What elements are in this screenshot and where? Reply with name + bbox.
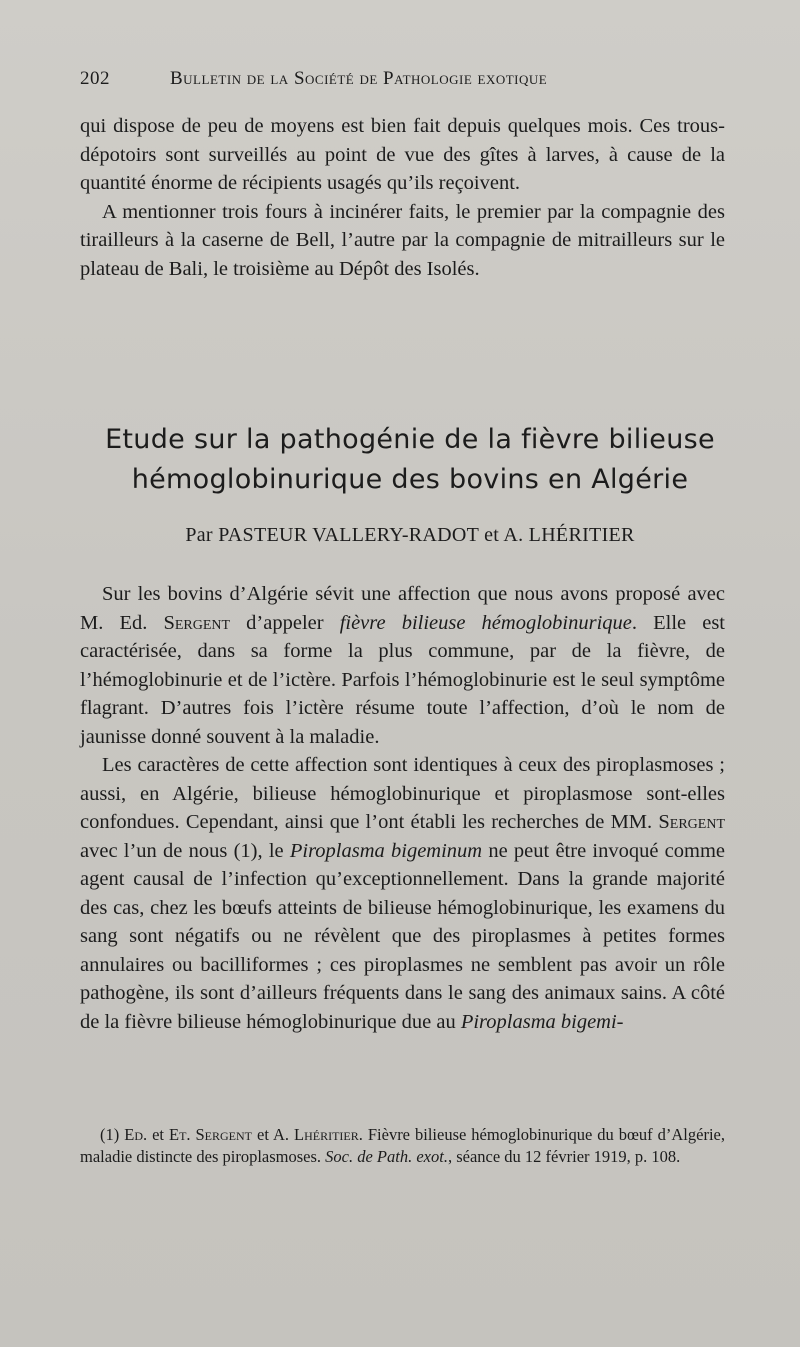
running-header xyxy=(80,68,740,90)
byline-prefix: Par xyxy=(185,524,213,546)
italic-term: Piroplasma bigeminum xyxy=(289,839,483,862)
text-run: Sur les bovins d’Algérie sévit une affection que nous avons proposé avec M. Ed. xyxy=(80,583,725,634)
text-run: d’appeler xyxy=(230,611,340,634)
paragraph: A mentionner trois fours à incinérer faits, le premier par la compagnie des tirailleurs à la caserne de Bell, l’autre par la compagnie de mitrailleurs sur le plateau de Bali, le troisième au Dépôt des Isolés. xyxy=(80,200,725,280)
article-title xyxy=(80,420,740,500)
text-run: ne peut être invoqué comme agent causal de l’infection qu’exceptionnellement. Dans la grande majorité des cas, chez les bœufs atteints de bilieuse hémoglobinurique, les examens du sang sont négatifs ou ne révèlent que des piroplasmes à petites formes annulaires ou bacilliformes ; ces piroplasmes ne semblent pas avoir un rôle pathogène, ils sont d’ailleurs fréquents dans le sang des animaux sains. A côté de la fièvre bilieuse hémoglobinurique due au xyxy=(80,839,726,1033)
article-title-line: hémoglobinurique des bovins en Algérie xyxy=(131,464,689,495)
italic-term: Piroplasma bigemi- xyxy=(460,1010,624,1033)
author-name: Lhéritier xyxy=(294,1125,359,1144)
italic-term: fièvre bilieuse hémoglobinurique xyxy=(339,611,632,634)
text-run: Les caractères de cette affection sont identiques à ceux des piroplasmoses ; aussi, en Algérie, bilieuse hémoglobinurique et piroplasmose sont-elles confondues. Cependant, ainsi que l’ont établi les recherches de MM. xyxy=(80,754,725,833)
text-run: , séance du 12 février 1919, p. 108. xyxy=(447,1147,681,1166)
footnote-text xyxy=(80,1124,725,1168)
text-run: . Elle est caractérisée, dans sa forme la plus commune, par de la fièvre, de l’hémoglobinurie et de l’ictère. Parfois l’hémoglobinurie est le seul symptôme flagrant. D’autres fois l’ictère résume toute l’affection, d’où le nom de jaunisse donné souvent à la maladie. xyxy=(80,611,725,748)
text-run: et xyxy=(147,1125,169,1144)
byline xyxy=(80,524,740,547)
article-body xyxy=(80,580,725,1036)
article-title-line: Etude sur la pathogénie de la fièvre bilieuse xyxy=(105,424,715,455)
author-name: Ed. xyxy=(124,1125,148,1144)
paragraph xyxy=(80,580,725,751)
page-number: 202 xyxy=(80,68,110,89)
author-name: Sergent xyxy=(163,611,231,634)
text-run: . Fièvre bilieuse hémoglobinurique du bœuf d’Algérie, maladie distincte des piroplasmoses. xyxy=(80,1125,725,1166)
text-run: (1) xyxy=(100,1125,125,1144)
footnote xyxy=(80,1124,725,1168)
running-title: Bulletin de la Société de Pathologie exotique xyxy=(170,68,548,89)
journal-title: Soc. de Path. exot. xyxy=(325,1147,448,1166)
paragraph xyxy=(80,751,725,1036)
author-name: Et. Sergent xyxy=(168,1125,253,1144)
paragraph: qui dispose de peu de moyens est bien fait depuis quelques mois. Ces trous-dépotoirs sont surveillés au point de vue des gîtes à larves, à cause de la quantité énorme de récipients usagés qu’ils reçoivent. xyxy=(80,115,725,194)
text-run: et A. xyxy=(252,1125,294,1144)
author-name: Sergent xyxy=(658,811,725,833)
byline-authors: PASTEUR VALLERY-RADOT et A. LHÉRITIER xyxy=(218,524,635,546)
previous-article-text xyxy=(80,112,725,283)
text-run: avec l’un de nous (1), le xyxy=(80,839,290,862)
